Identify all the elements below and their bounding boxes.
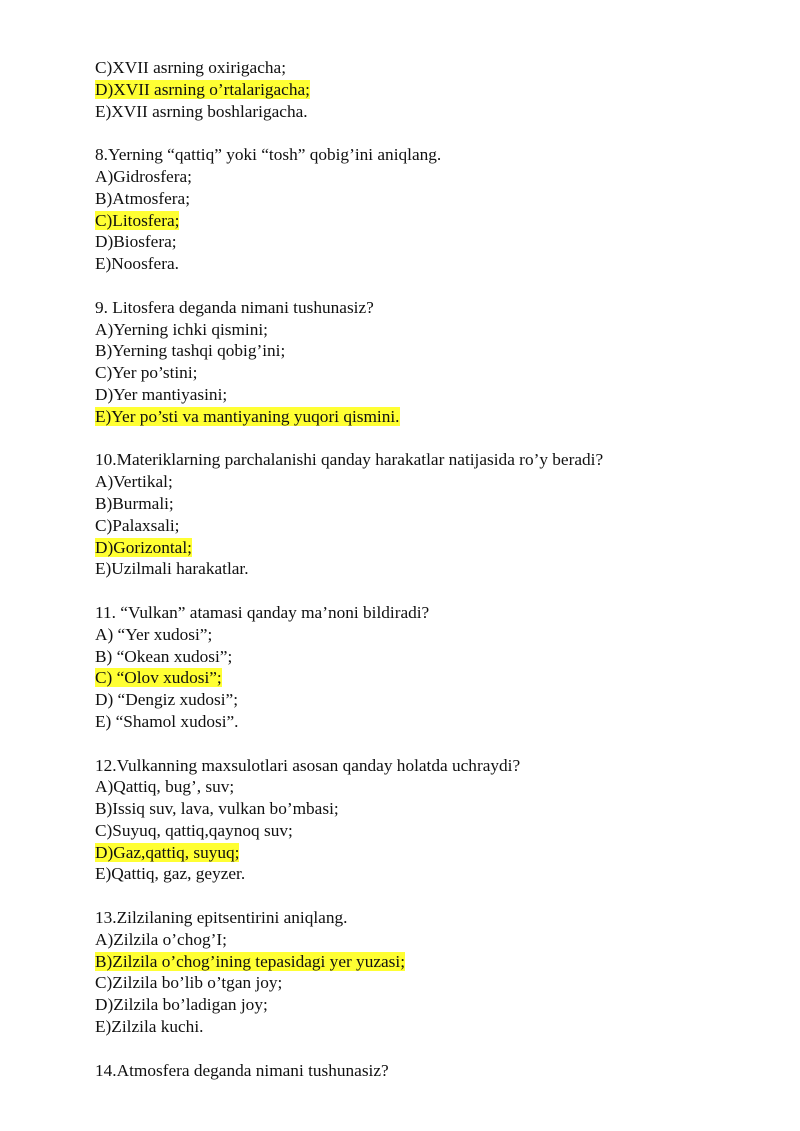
highlighted-correct-answer: E)Yer po’sti va mantiyaning yuqori qismini. bbox=[95, 406, 400, 426]
answer-option-text: A) “Yer xudosi”; bbox=[95, 624, 213, 644]
answer-option-text: E)Uzilmali harakatlar. bbox=[95, 559, 249, 579]
answer-option-text: D)Biosfera; bbox=[95, 232, 177, 252]
answer-option-text: E)Noosfera. bbox=[95, 254, 179, 274]
answer-option bbox=[95, 210, 755, 232]
answer-option bbox=[95, 689, 755, 711]
highlighted-correct-answer: B)Zilzila o’chog’ining tepasidagi yer yuzasi; bbox=[95, 951, 406, 971]
question-text: 11. “Vulkan” atamasi qanday ma’noni bildiradi? bbox=[95, 602, 430, 622]
question-text: 12.Vulkanning maxsulotlari asosan qanday holatda uchraydi? bbox=[95, 755, 521, 775]
answer-option-text: E)Qattiq, gaz, geyzer. bbox=[95, 864, 246, 884]
answer-option-text: C)Suyuq, qattiq,qaynoq suv; bbox=[95, 820, 293, 840]
answer-option-text: B)Atmosfera; bbox=[95, 188, 191, 208]
answer-option-text: C)XVII asrning oxirigacha; bbox=[95, 58, 286, 77]
answer-option bbox=[95, 929, 755, 951]
blank-line bbox=[95, 885, 755, 907]
quiz-content bbox=[95, 57, 755, 1081]
answer-option-text: B) “Okean xudosi”; bbox=[95, 646, 233, 666]
answer-option bbox=[95, 166, 755, 188]
answer-option-text: C)Palaxsali; bbox=[95, 515, 180, 535]
answer-option bbox=[95, 253, 755, 275]
answer-option bbox=[95, 972, 755, 994]
answer-option-text: D)Yer mantiyasini; bbox=[95, 384, 228, 404]
answer-option bbox=[95, 362, 755, 384]
blank-line bbox=[95, 1038, 755, 1060]
question-text: 8.Yerning “qattiq” yoki “tosh” qobig’ini aniqlang. bbox=[95, 145, 442, 165]
question-text: 13.Zilzilaning epitsentirini aniqlang. bbox=[95, 908, 348, 928]
answer-option bbox=[95, 994, 755, 1016]
answer-option bbox=[95, 57, 755, 79]
highlighted-correct-answer: D)XVII asrning o’rtalarigacha; bbox=[95, 79, 310, 99]
answer-option-text: D) “Dengiz xudosi”; bbox=[95, 690, 239, 710]
answer-option bbox=[95, 231, 755, 253]
answer-option bbox=[95, 624, 755, 646]
answer-option bbox=[95, 820, 755, 842]
answer-option bbox=[95, 558, 755, 580]
question-text: 9. Litosfera deganda nimani tushunasiz? bbox=[95, 297, 374, 317]
blank-line bbox=[95, 428, 755, 450]
answer-option bbox=[95, 1016, 755, 1038]
answer-option-text: E)XVII asrning boshlarigacha. bbox=[95, 101, 308, 121]
highlighted-correct-answer: D)Gorizontal; bbox=[95, 537, 192, 557]
answer-option bbox=[95, 515, 755, 537]
answer-option bbox=[95, 406, 755, 428]
answer-option-text: C)Yer po’stini; bbox=[95, 363, 198, 383]
answer-option bbox=[95, 646, 755, 668]
answer-option-text: A)Vertikal; bbox=[95, 472, 173, 492]
answer-option bbox=[95, 776, 755, 798]
answer-option bbox=[95, 951, 755, 973]
question-text: 14.Atmosfera deganda nimani tushunasiz? bbox=[95, 1060, 389, 1080]
answer-option-text: E)Zilzila kuchi. bbox=[95, 1017, 204, 1037]
blank-line bbox=[95, 580, 755, 602]
answer-option-text: B)Yerning tashqi qobig’ini; bbox=[95, 341, 286, 361]
answer-option-text: A)Qattiq, bug’, suv; bbox=[95, 777, 235, 797]
answer-option bbox=[95, 842, 755, 864]
answer-option-text: B)Issiq suv, lava, vulkan bo’mbasi; bbox=[95, 799, 339, 819]
answer-option bbox=[95, 188, 755, 210]
answer-option bbox=[95, 340, 755, 362]
blank-line bbox=[95, 275, 755, 297]
answer-option bbox=[95, 384, 755, 406]
highlighted-correct-answer: C)Litosfera; bbox=[95, 210, 180, 230]
answer-option bbox=[95, 667, 755, 689]
blank-line bbox=[95, 733, 755, 755]
answer-option-text: A)Yerning ichki qismini; bbox=[95, 319, 268, 339]
answer-option-text: A)Gidrosfera; bbox=[95, 166, 192, 186]
answer-option-text: E) “Shamol xudosi”. bbox=[95, 711, 239, 731]
answer-option bbox=[95, 863, 755, 885]
answer-option bbox=[95, 319, 755, 341]
answer-option bbox=[95, 101, 755, 123]
answer-option-text: D)Zilzila bo’ladigan joy; bbox=[95, 995, 268, 1015]
answer-option bbox=[95, 493, 755, 515]
answer-option-text: C)Zilzila bo’lib o’tgan joy; bbox=[95, 973, 283, 993]
blank-line bbox=[95, 122, 755, 144]
answer-option bbox=[95, 537, 755, 559]
answer-option-text: A)Zilzila o’chog’I; bbox=[95, 929, 227, 949]
answer-option bbox=[95, 798, 755, 820]
highlighted-correct-answer: C) “Olov xudosi”; bbox=[95, 668, 222, 688]
question-text: 10.Materiklarning parchalanishi qanday harakatlar natijasida ro’y beradi? bbox=[95, 450, 604, 470]
answer-option bbox=[95, 711, 755, 733]
answer-option bbox=[95, 471, 755, 493]
highlighted-correct-answer: D)Gaz,qattiq, suyuq; bbox=[95, 842, 240, 862]
answer-option bbox=[95, 79, 755, 101]
answer-option-text: B)Burmali; bbox=[95, 493, 174, 513]
